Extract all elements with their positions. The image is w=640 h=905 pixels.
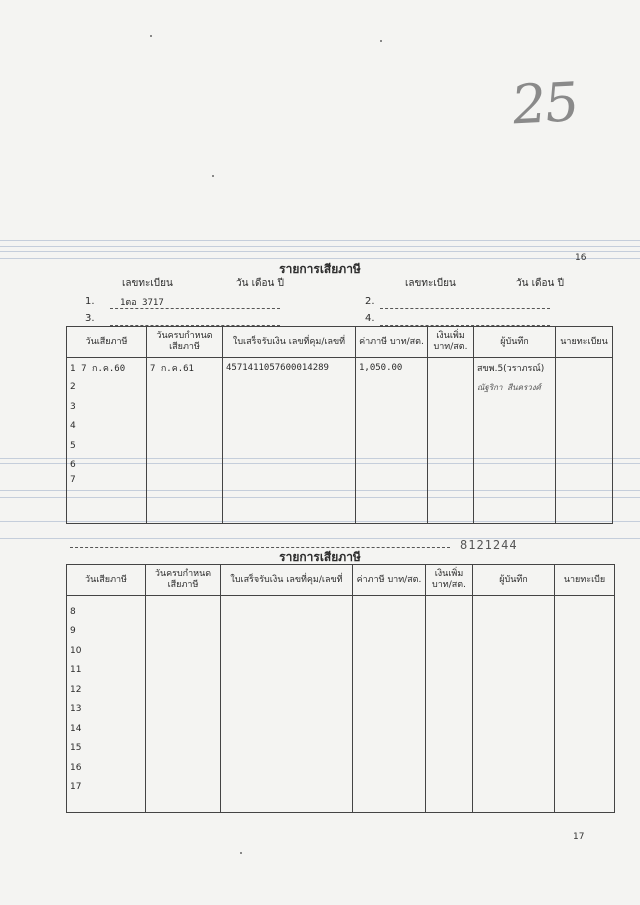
row-number: 11 <box>70 665 82 676</box>
row-cell-paid <box>67 622 146 642</box>
table-row <box>67 436 613 456</box>
row-number: 5 <box>70 440 76 451</box>
scan-line <box>0 251 640 252</box>
row-cell-paid <box>67 661 146 681</box>
plate-entry-line <box>380 308 550 309</box>
plate-label-2: เลขทะเบียน <box>405 278 456 289</box>
table-row <box>67 758 615 778</box>
table-row <box>67 700 615 720</box>
table-row <box>67 739 615 759</box>
row-cell-paid <box>67 739 146 759</box>
recorder-signature-cell <box>474 378 556 398</box>
scan-line <box>0 246 640 247</box>
table-row <box>67 661 615 681</box>
receipt-value: 4571411057600014289 <box>223 358 356 378</box>
col-due-date: วันครบกำหนด เสียภาษี <box>147 327 223 358</box>
paid-date-value: 7 ก.ค.60 <box>81 363 126 374</box>
surcharge-value <box>428 358 474 378</box>
tax-value: 1,050.00 <box>356 358 428 378</box>
col-paid-date: วันเสียภาษี <box>67 327 147 358</box>
row-number: 4 <box>70 421 76 432</box>
col-due-date: วันครบกำหนด เสียภาษี <box>146 565 221 596</box>
row-number: 7 <box>70 475 76 485</box>
row-number: 3 <box>70 401 76 412</box>
handwritten-page-number: 25 <box>509 70 580 137</box>
row-cell-paid <box>67 475 147 524</box>
row-number: 6 <box>70 460 76 471</box>
plate-entry-value-1: 1ตอ 3717 <box>120 298 164 308</box>
row-cell-paid <box>67 358 147 378</box>
row-cell-paid <box>67 456 147 476</box>
row-cell-paid <box>67 778 146 813</box>
row-number: 13 <box>70 704 82 715</box>
date-label-2: วัน เดือน ปี <box>516 278 564 289</box>
registrar-value <box>556 358 613 378</box>
top-tax-table <box>66 326 613 524</box>
table-header-row <box>67 565 615 596</box>
row-cell-paid <box>67 758 146 778</box>
row-number: 9 <box>70 626 76 637</box>
row-cell-paid <box>67 378 147 398</box>
table-row <box>67 475 613 524</box>
table-row <box>67 622 615 642</box>
col-surcharge: เงินเพิ่ม บาท/สต. <box>428 327 474 358</box>
scan-line <box>0 240 640 241</box>
col-registrar: นายทะเบียน <box>556 327 613 358</box>
bottom-title: รายการเสียภาษี <box>279 550 361 564</box>
recorder-signature: ณัฐริกา สีนครวงศ์ <box>477 382 541 392</box>
scan-speck <box>380 40 382 42</box>
recorder-name: สขพ.5(วราภรณ์) <box>477 363 545 374</box>
row-cell-paid <box>67 397 147 417</box>
plate-entry-num-2: 2. <box>365 296 375 307</box>
table-row <box>67 641 615 661</box>
bottom-tax-table <box>66 564 615 813</box>
plate-entry-num-4: 4. <box>365 313 375 324</box>
scan-line <box>0 258 640 259</box>
row-number: 8 <box>70 606 76 617</box>
col-recorder: ผู้บันทึก <box>473 565 555 596</box>
table-row <box>67 456 613 476</box>
col-tax: ค่าภาษี บาท/สต. <box>353 565 426 596</box>
col-receipt: ใบเสร็จรับเงิน เลขที่คุม/เลขที่ <box>221 565 353 596</box>
row-cell-paid <box>67 417 147 437</box>
row-number: 1 <box>70 363 76 374</box>
table-row <box>67 596 615 622</box>
plate-entry-num-1: 1. <box>85 296 95 307</box>
table-row <box>67 417 613 437</box>
due-date-value: 7 ก.ค.61 <box>147 358 223 378</box>
row-number: 16 <box>70 762 82 773</box>
scan-speck <box>150 35 152 37</box>
table-row <box>67 778 615 813</box>
col-paid-date: วันเสียภาษี <box>67 565 146 596</box>
date-label-1: วัน เดือน ปี <box>236 278 284 289</box>
row-cell-paid <box>67 680 146 700</box>
table-row <box>67 680 615 700</box>
col-receipt: ใบเสร็จรับเงิน เลขที่คุม/เลขที่ <box>223 327 356 358</box>
plate-entry-line <box>110 308 280 309</box>
col-recorder: ผู้บันทึก <box>474 327 556 358</box>
row-cell-paid <box>67 641 146 661</box>
row-cell-paid <box>67 436 147 456</box>
table-row <box>67 358 613 378</box>
row-cell-paid <box>67 596 146 622</box>
recorder-value <box>474 358 556 378</box>
scan-speck <box>240 852 242 854</box>
col-tax: ค่าภาษี บาท/สต. <box>356 327 428 358</box>
table-header-row <box>67 327 613 358</box>
table-row <box>67 378 613 398</box>
row-cell-paid <box>67 719 146 739</box>
page-number-bottom: 17 <box>573 832 585 842</box>
stamp-number: 8121244 <box>460 538 518 552</box>
plate-label-1: เลขทะเบียน <box>122 278 173 289</box>
row-number: 2 <box>70 382 76 393</box>
row-number: 17 <box>70 781 82 792</box>
scan-line <box>0 538 640 539</box>
col-surcharge: เงินเพิ่ม บาท/สต. <box>426 565 473 596</box>
col-registrar: นายทะเบีย <box>555 565 615 596</box>
scan-speck <box>212 175 214 177</box>
row-cell-paid <box>67 700 146 720</box>
row-number: 12 <box>70 684 82 695</box>
table-row <box>67 397 613 417</box>
top-title: รายการเสียภาษี <box>279 262 361 276</box>
plate-entry-num-3: 3. <box>85 313 95 324</box>
row-number: 15 <box>70 743 82 754</box>
row-number: 10 <box>70 645 82 656</box>
row-number: 14 <box>70 723 82 734</box>
table-row <box>67 719 615 739</box>
page-number-top: 16 <box>575 253 587 263</box>
